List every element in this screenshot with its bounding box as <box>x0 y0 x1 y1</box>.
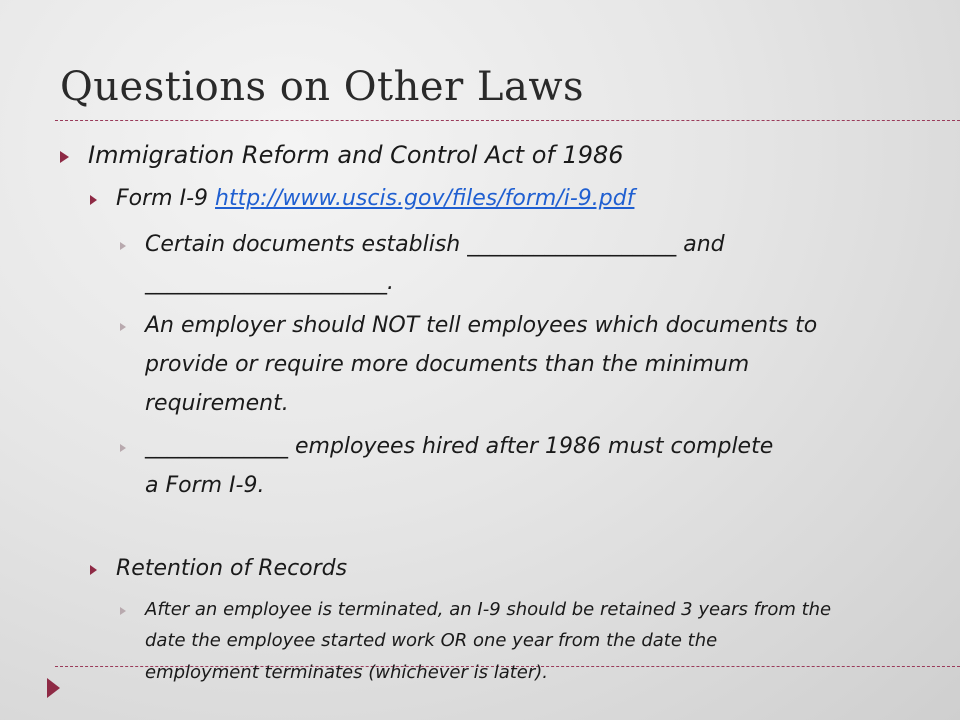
bullet-irca: Immigration Reform and Control Act of 1986 <box>88 141 624 169</box>
bullet-arrow-icon <box>60 151 69 163</box>
bullet-retention-line2: date the employee started work OR one year from the date the <box>145 630 718 651</box>
bullet-hired-line1: _____________ employees hired after 1986 must complete <box>145 434 774 459</box>
bullet-arrow-icon <box>90 195 97 205</box>
bullet-arrow-icon <box>120 444 126 452</box>
footer-arrow-icon <box>47 678 60 698</box>
bullet-documents-line1: Certain documents establish ___________________ and <box>145 232 725 257</box>
bullet-employer-line3: requirement. <box>145 391 289 416</box>
title-divider <box>55 120 960 121</box>
form-i9-label: Form I-9 <box>116 186 209 211</box>
slide-title: Questions on Other Laws <box>60 64 585 110</box>
bullet-form-i9 <box>116 186 634 211</box>
bullet-retention-line3: employment terminates (whichever is later). <box>145 662 549 683</box>
bullet-arrow-icon <box>120 607 126 615</box>
bullet-arrow-icon <box>90 565 97 575</box>
form-i9-link[interactable]: http://www.uscis.gov/files/form/i-9.pdf <box>215 186 635 211</box>
bullet-employer-line2: provide or require more documents than the minimum <box>145 352 750 377</box>
bullet-arrow-icon <box>120 323 126 331</box>
bullet-documents-line2: ______________________. <box>145 270 394 295</box>
bullet-retention-line1: After an employee is terminated, an I-9 should be retained 3 years from the <box>145 599 832 620</box>
bullet-arrow-icon <box>120 242 126 250</box>
bullet-employer-line1: An employer should NOT tell employees which documents to <box>145 313 818 338</box>
bullet-retention: Retention of Records <box>116 556 348 581</box>
bullet-hired-line2: a Form I-9. <box>145 473 265 498</box>
